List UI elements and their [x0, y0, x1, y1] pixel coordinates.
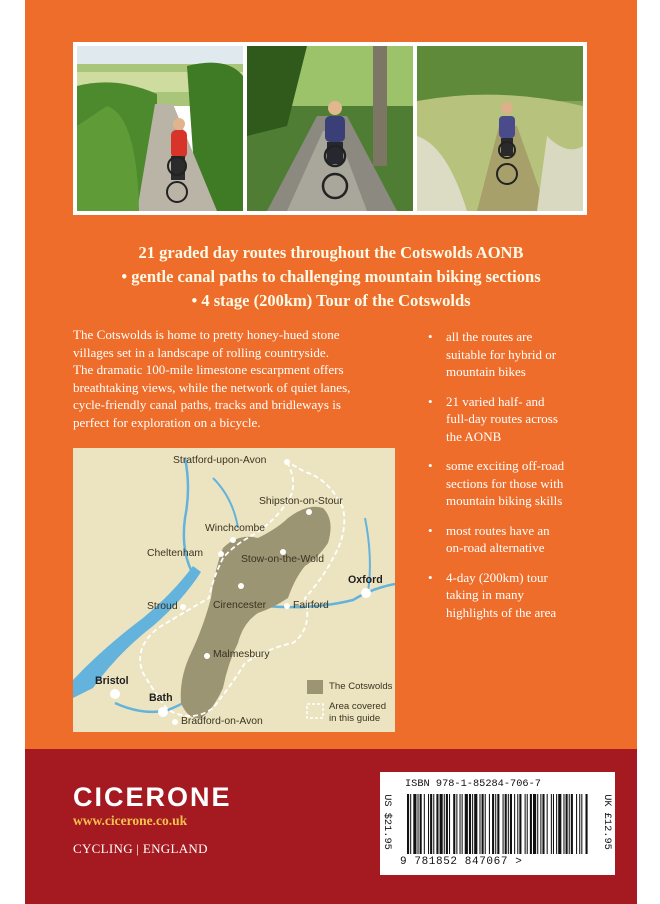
- barcode-bar: [418, 794, 419, 854]
- map-label-oxford: Oxford: [348, 574, 383, 586]
- barcode-bar: [533, 794, 536, 854]
- barcode-bar: [525, 794, 526, 854]
- legend-area-label-2: in this guide: [329, 713, 381, 724]
- map-label-bath: Bath: [149, 692, 173, 704]
- feature-item: [428, 522, 628, 557]
- feature-item: [428, 569, 628, 622]
- barcode-bar: [495, 794, 496, 854]
- price-uk: UK £12.95: [601, 794, 613, 850]
- category-label: CYCLING | ENGLAND: [73, 841, 208, 856]
- barcode-bar: [540, 794, 541, 854]
- photo-cyclist-woodland-track: [247, 46, 413, 211]
- barcode-bar: [571, 794, 573, 854]
- legend-cotswolds-label: The Cotswolds: [329, 681, 393, 692]
- town-dot-bradford: [172, 719, 178, 725]
- feature-line: mountain biking skills: [446, 493, 563, 508]
- barcode-bar: [527, 794, 528, 854]
- headline-block: [25, 241, 637, 313]
- price-us: US $21.95: [381, 794, 393, 850]
- feature-line: 21 varied half- and: [446, 393, 545, 409]
- bullet-icon: •: [428, 329, 433, 344]
- barcode-bar: [551, 794, 552, 854]
- river-avon-north: [213, 478, 238, 528]
- barcode-bar: [456, 794, 457, 854]
- barcode-bar: [558, 794, 561, 854]
- legend-cotswolds-swatch: [307, 680, 323, 694]
- barcode-bar: [482, 794, 484, 854]
- feature-line: sections for those with: [446, 475, 564, 491]
- feature-line: 4-day (200km) tour: [446, 569, 548, 585]
- barcode-bar: [497, 794, 499, 854]
- barcode-bar: [465, 794, 468, 854]
- barcode-bar: [444, 794, 445, 854]
- bullet-icon: •: [428, 522, 433, 538]
- barcode-bar: [537, 794, 538, 854]
- barcode-bar: [514, 794, 515, 854]
- barcode-bar: [579, 794, 580, 854]
- barcode-bar: [449, 794, 450, 854]
- barcode-bar: [581, 794, 582, 854]
- map-label-bradford: Bradford-on-Avon: [181, 716, 263, 727]
- barcode-bar: [485, 794, 486, 854]
- headline-line: 21 graded day routes throughout the Cotswolds AONB: [138, 243, 524, 262]
- isbn-text: ISBN 978-1-85284-706-7: [405, 778, 541, 790]
- intro-paragraph: [73, 326, 385, 431]
- barcode-bar: [428, 794, 429, 854]
- barcode-bar: [446, 794, 448, 854]
- feature-line: the AONB: [446, 428, 502, 444]
- barcode-bar: [436, 794, 438, 854]
- feature-line: on-road alternative: [446, 540, 545, 555]
- barcode-bar: [556, 794, 557, 854]
- intro-line: villages set in a landscape of rolling countryside.: [73, 344, 329, 360]
- barcode-panel: [380, 772, 615, 875]
- map-label-cheltenham: Cheltenham: [147, 548, 204, 559]
- barcode-bar: [519, 794, 521, 854]
- headline-line: • gentle canal paths to challenging mountain biking sections: [121, 267, 541, 286]
- photo-strip: [73, 42, 587, 215]
- barcode-bar: [553, 794, 554, 854]
- barcode-bar: [530, 794, 532, 854]
- feature-line: highlights of the area: [446, 604, 557, 620]
- barcode-bar: [469, 794, 471, 854]
- feature-item: [428, 393, 628, 446]
- feature-line: suitable for hybrid or: [446, 346, 557, 362]
- publisher-url[interactable]: www.cicerone.co.uk: [73, 813, 188, 828]
- barcode-bar: [569, 794, 570, 854]
- intro-line: breathtaking views, while the network of quiet lanes,: [73, 379, 351, 395]
- severn-estuary: [73, 566, 201, 698]
- bullet-icon: •: [428, 569, 433, 585]
- legend-area-label-1: Area covered: [329, 701, 387, 712]
- headline-line: • 4 stage (200km) Tour of the Cotswolds: [191, 291, 471, 310]
- map-label-winchcombe: Winchcombe: [205, 523, 266, 534]
- town-dot-stratford: [284, 459, 290, 465]
- barcode-bar: [576, 794, 577, 854]
- map-label-cirencester: Cirencester: [213, 600, 267, 611]
- barcode-bar: [492, 794, 494, 854]
- feature-line: some exciting off-road: [446, 458, 565, 473]
- map-label-shipston: Shipston-on-Stour: [259, 496, 343, 507]
- town-dot-bristol: [110, 689, 120, 699]
- book-back-cover: [25, 0, 637, 904]
- barcode-bar: [503, 794, 504, 854]
- barcode-bar: [453, 794, 455, 854]
- map-label-malmesbury: Malmesbury: [213, 649, 270, 660]
- feature-line: full-day routes across: [446, 411, 558, 426]
- barcode-bar: [462, 794, 463, 854]
- barcode-bar: [510, 794, 512, 854]
- feature-list: [428, 328, 628, 633]
- barcode-bar: [542, 794, 544, 854]
- orange-panel: [25, 0, 637, 749]
- barcode-bar: [472, 794, 473, 854]
- barcode-bar: [407, 794, 409, 854]
- map-label-fairford: Fairford: [293, 600, 329, 611]
- intro-line: The Cotswolds is home to pretty honey-hued stone: [73, 327, 340, 342]
- barcode-bar: [489, 794, 490, 854]
- barcode-bar: [424, 794, 425, 854]
- map-label-bristol: Bristol: [95, 675, 129, 687]
- town-dot-cirencester: [238, 583, 244, 589]
- intro-line: The dramatic 100-mile limestone escarpment offers: [73, 362, 344, 377]
- barcode-bar: [433, 794, 434, 854]
- barcode-graphic: [405, 794, 590, 854]
- map-label-stratford: Stratford-upon-Avon: [173, 455, 267, 466]
- town-dot-bath: [158, 707, 168, 717]
- bullet-icon: •: [428, 393, 433, 409]
- photo-cyclist-country-lane: [77, 46, 243, 211]
- barcode-bar: [586, 794, 588, 854]
- barcode-digits: 9 781852 847067 >: [400, 856, 523, 868]
- photo-cyclist-grassy-path: [417, 46, 583, 211]
- cotswolds-map: [73, 448, 395, 732]
- barcode-bar: [505, 794, 507, 854]
- feature-item: [428, 457, 628, 510]
- barcode-bar: [410, 794, 411, 854]
- town-dot-fairford: [284, 603, 290, 609]
- barcode-bar: [430, 794, 432, 854]
- intro-line: perfect for exploration on a bicycle.: [73, 414, 261, 430]
- map-label-stow: Stow-on-the-Wold: [241, 554, 324, 565]
- barcode-bar: [508, 794, 509, 854]
- barcode-bar: [420, 794, 422, 854]
- town-dot-malmesbury: [204, 653, 210, 659]
- barcode-bar: [460, 794, 461, 854]
- barcode-bar: [474, 794, 477, 854]
- barcode-bar: [479, 794, 480, 854]
- feature-line: all the routes are: [446, 329, 533, 344]
- barcode-bar: [547, 794, 548, 854]
- feature-line: taking in many: [446, 587, 524, 602]
- town-dot-stroud: [180, 604, 186, 610]
- feature-line: mountain bikes: [446, 364, 526, 379]
- town-dot-shipston: [306, 509, 312, 515]
- barcode-bar: [517, 794, 518, 854]
- barcode-bar: [566, 794, 568, 854]
- barcode-bar: [413, 794, 416, 854]
- barcode-bar: [563, 794, 564, 854]
- feature-item: [428, 328, 628, 381]
- intro-line: cycle-friendly canal paths, tracks and bridleways is: [73, 397, 341, 412]
- town-dot-winchcombe: [230, 537, 236, 543]
- feature-line: most routes have an: [446, 522, 550, 538]
- cicerone-logo: CICERONE: [73, 782, 232, 812]
- legend-area-swatch: [307, 704, 323, 718]
- barcode-bar: [440, 794, 443, 854]
- map-label-stroud: Stroud: [147, 601, 178, 612]
- bullet-icon: •: [428, 458, 433, 473]
- town-dot-oxford: [361, 588, 371, 598]
- town-dot-cheltenham: [218, 551, 224, 557]
